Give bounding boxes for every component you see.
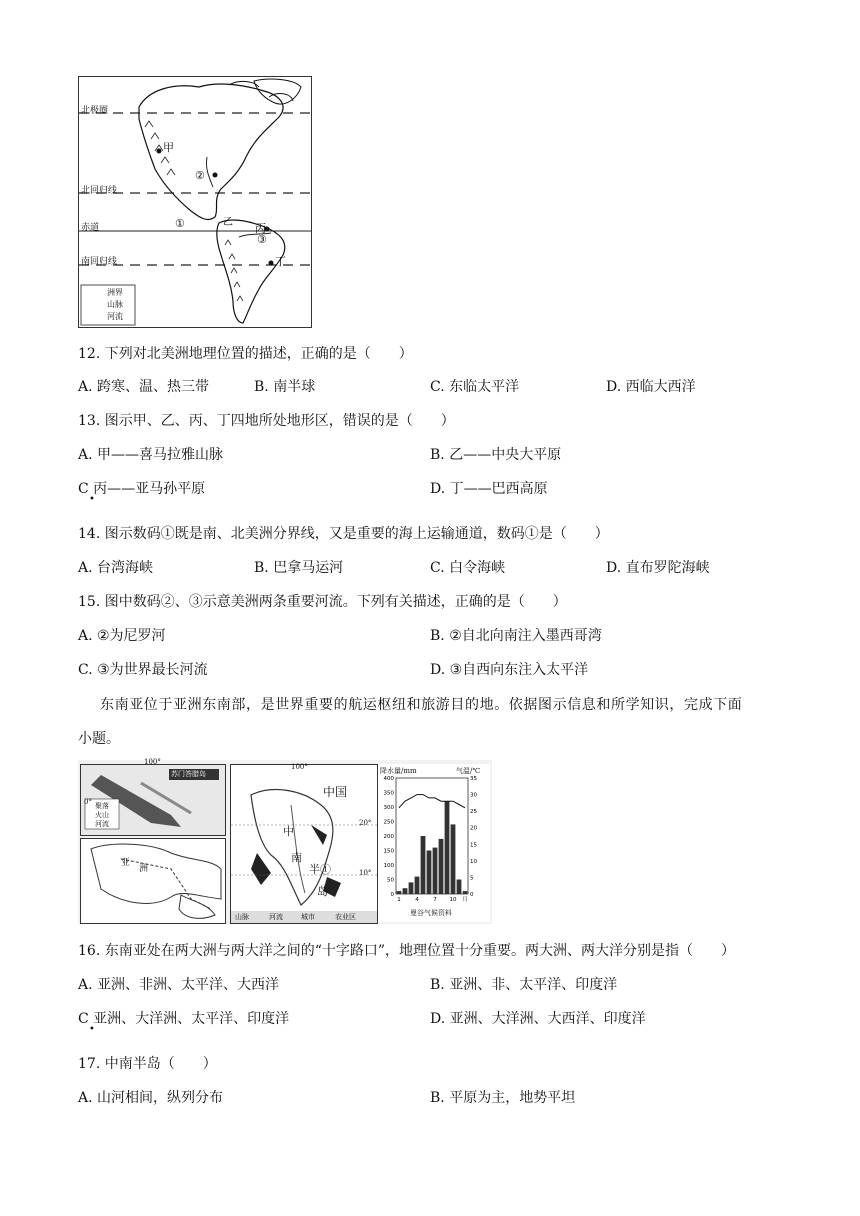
legend-river-sea: 河流 xyxy=(269,913,283,921)
label-bing: 丙 xyxy=(255,222,266,235)
climate-right-title: 气温/℃ xyxy=(456,767,481,775)
precip-bar xyxy=(415,877,420,894)
climate-caption: 曼谷气候资料 xyxy=(410,909,452,917)
precip-bar xyxy=(463,891,468,894)
sumatra-inset xyxy=(80,764,226,836)
precip-bar xyxy=(433,848,438,894)
month-tick-label: 1 xyxy=(397,897,401,903)
q12-option-b[interactable]: B. 南半球 xyxy=(254,379,316,395)
temp-tick-label: 35 xyxy=(470,776,477,782)
lon-100-label-mid: 100° xyxy=(291,763,308,771)
inset-title: 苏门答腊岛 xyxy=(171,770,206,778)
q16-option-d[interactable]: D. 亚洲、大洋洲、大西洋、印度洋 xyxy=(430,1011,646,1027)
q13-option-b[interactable]: B. 乙——中央大平原 xyxy=(430,447,562,463)
month-tick-label: 7 xyxy=(433,897,437,903)
precip-bar xyxy=(439,839,444,894)
question-13-stem: 13. 图示甲、乙、丙、丁四地所处地形区，错误的是（ ） xyxy=(78,413,455,429)
precip-bar xyxy=(397,891,402,894)
precip-tick-label: 50 xyxy=(387,877,394,884)
indochina-map xyxy=(230,764,378,924)
precip-tick-label: 100 xyxy=(383,863,394,869)
precip-bar xyxy=(427,851,432,895)
label-ban-1: 半① xyxy=(309,863,331,876)
tropic-capricorn-label: 南回归线 xyxy=(81,257,118,267)
temp-tick-label: 30 xyxy=(470,792,477,799)
legend-continent-border: 洲界 xyxy=(107,288,123,297)
q13-option-a[interactable]: A. 甲——喜马拉雅山脉 xyxy=(78,447,224,463)
legend-agriculture-sea: 农业区 xyxy=(335,913,356,921)
climate-left-title: 降水量/mm xyxy=(380,767,417,775)
legend-river: 河流 xyxy=(107,312,123,321)
question-15-stem: 15. 图中数码②、③示意美洲两条重要河流。下列有关描述，正确的是（ ） xyxy=(78,594,567,610)
precip-bar xyxy=(451,824,456,894)
precip-bar xyxy=(409,882,414,894)
precip-bar xyxy=(403,888,408,894)
q16-option-b[interactable]: B. 亚洲、非、太平洋、印度洋 xyxy=(430,977,618,993)
month-unit-label: 月 xyxy=(462,897,468,903)
q12-option-c[interactable]: C. 东临太平洋 xyxy=(430,379,520,395)
temp-tick-label: 25 xyxy=(470,809,477,816)
label-zhong: 中 xyxy=(283,825,294,838)
precip-bar xyxy=(421,836,426,894)
climate-plot-frame xyxy=(396,778,468,894)
americas-map xyxy=(78,76,312,328)
climate-chart-svg xyxy=(378,764,490,922)
label-jia: 甲 xyxy=(163,141,174,154)
precip-tick-label: 250 xyxy=(383,819,394,826)
month-tick-label: 4 xyxy=(415,897,419,903)
lon-100-label-left: 100° xyxy=(144,758,161,766)
label-2: ② xyxy=(195,169,205,182)
q13-option-c[interactable]: C 丙——亚马孙平原 xyxy=(78,481,206,497)
q14-option-a[interactable]: A. 台湾海峡 xyxy=(78,560,154,576)
question-12-stem: 12. 下列对北美洲地理位置的描述，正确的是（ ） xyxy=(78,346,413,362)
legend-mountain-sea: 山脉 xyxy=(235,913,249,921)
q16-option-c[interactable]: C 亚洲、大洋洲、太平洋、印度洋 xyxy=(78,1011,290,1027)
q15-option-a[interactable]: A. ②为尼罗河 xyxy=(78,628,166,644)
q15-option-d[interactable]: D. ③自西向东注入太平洋 xyxy=(430,662,589,678)
label-china: 中国 xyxy=(323,785,348,799)
option-dot: • xyxy=(89,1024,95,1035)
precip-bar xyxy=(445,801,450,894)
bangkok-climate-chart xyxy=(378,764,490,922)
lat-0-label: 0° xyxy=(84,798,92,806)
label-nan: 南 xyxy=(291,851,302,864)
q14-option-c[interactable]: C. 白令海峡 xyxy=(430,560,506,576)
question-14-stem: 14. 图示数码①既是南、北美洲分界线，又是重要的海上运输通道，数码①是（ ） xyxy=(78,526,609,542)
temperature-line xyxy=(399,795,465,808)
q12-option-a[interactable]: A. 跨寒、温、热三带 xyxy=(78,379,210,395)
option-dot: • xyxy=(89,494,95,505)
q15-option-c[interactable]: C. ③为世界最长河流 xyxy=(78,662,208,678)
temp-tick-label: 15 xyxy=(470,842,477,849)
legend-city-sea: 城市 xyxy=(301,913,315,921)
label-1: ① xyxy=(175,217,185,230)
temp-tick-label: 0 xyxy=(470,892,474,898)
asia-world-map xyxy=(80,838,226,924)
question-16-stem: 16. 东南亚处在两大洲与两大洋之间的“十字路口”，地理位置十分重要。两大洲、两大洋分别是指（ ） xyxy=(78,943,736,959)
precip-tick-label: 0 xyxy=(390,892,394,898)
tropic-cancer-label: 北回归线 xyxy=(81,186,118,196)
q14-option-d[interactable]: D. 直布罗陀海峡 xyxy=(606,560,710,576)
label-dao: 岛 xyxy=(317,885,328,898)
passage-line-1: 东南亚位于亚洲东南部，是世界重要的航运枢纽和旅游目的地。依据图示信息和所学知识，完成下面 xyxy=(100,697,743,713)
q12-option-d[interactable]: D. 西临大西洋 xyxy=(606,379,696,395)
month-tick-label: 10 xyxy=(449,897,457,903)
temp-tick-label: 20 xyxy=(470,825,477,832)
precip-tick-label: 200 xyxy=(383,834,394,840)
inset-legend-settlement: 聚落 xyxy=(95,802,109,810)
precip-bar xyxy=(457,880,462,895)
legend-mountain: 山脉 xyxy=(107,300,123,309)
temp-tick-label: 10 xyxy=(470,858,477,865)
inset-legend-river: 河流 xyxy=(95,820,109,828)
world-label-ya: 亚 xyxy=(121,858,131,868)
inset-legend-volcano: 火山 xyxy=(95,811,109,819)
arctic-circle-label: 北极圈 xyxy=(81,106,109,116)
q16-option-a[interactable]: A. 亚洲、非洲、太平洋、大西洋 xyxy=(78,977,280,993)
precip-tick-label: 400 xyxy=(383,776,394,782)
south-america-shape xyxy=(217,220,285,323)
q17-option-a[interactable]: A. 山河相间，纵列分布 xyxy=(78,1090,224,1106)
q17-option-b[interactable]: B. 平原为主，地势平坦 xyxy=(430,1090,576,1106)
precip-tick-label: 350 xyxy=(383,790,394,797)
equator-label: 赤道 xyxy=(81,223,100,233)
southeast-asia-figure xyxy=(78,760,492,924)
precip-tick-label: 300 xyxy=(383,805,394,811)
q15-option-b[interactable]: B. ②自北向南注入墨西哥湾 xyxy=(430,628,602,644)
q14-option-b[interactable]: B. 巴拿马运河 xyxy=(254,560,344,576)
label-yi: 乙 xyxy=(223,217,233,228)
lat-20-label: 20° xyxy=(359,819,372,827)
label-ding: 丁 xyxy=(275,255,286,268)
passage-line-2: 小题。 xyxy=(78,731,120,747)
label-3: ③ xyxy=(257,233,267,246)
question-17-stem: 17. 中南半岛（ ） xyxy=(78,1056,217,1072)
world-label-zhou: 洲 xyxy=(139,864,149,874)
precip-tick-label: 150 xyxy=(383,848,394,855)
q13-option-d[interactable]: D. 丁——巴西高原 xyxy=(430,481,548,497)
temp-tick-label: 5 xyxy=(470,875,474,882)
lat-10-label: 10° xyxy=(359,869,372,877)
